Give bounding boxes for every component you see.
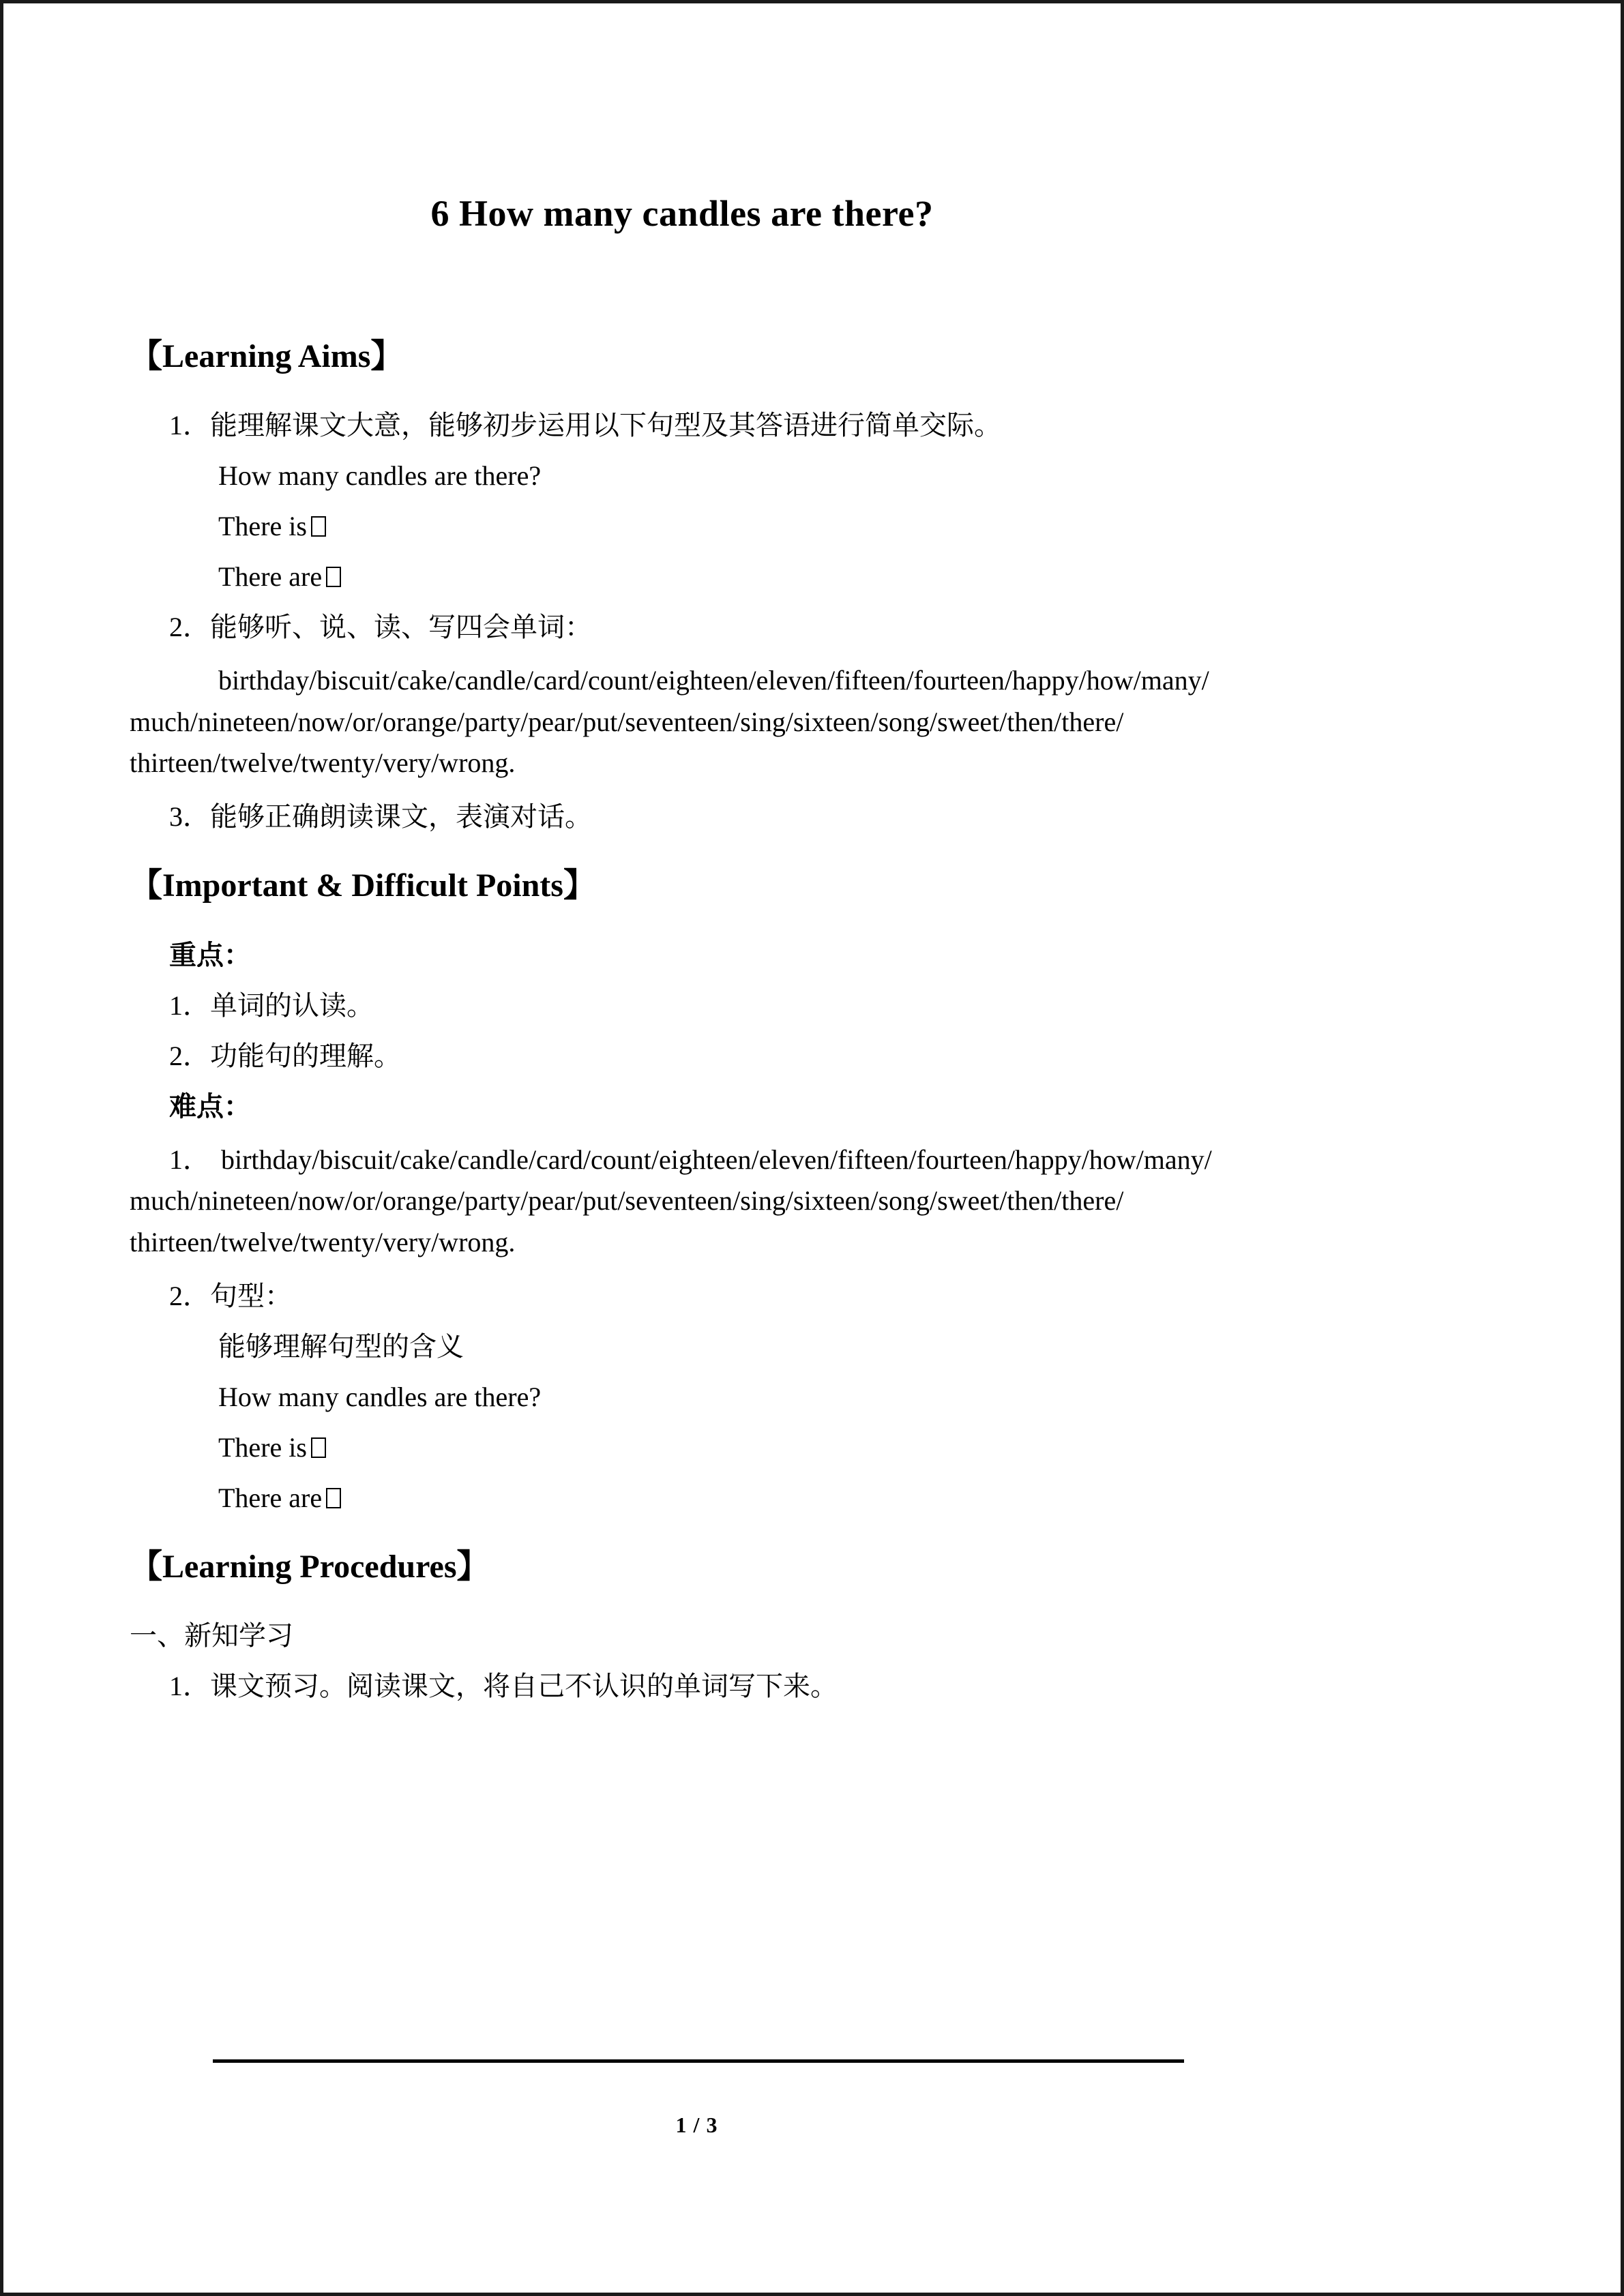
empty-box-icon — [311, 516, 326, 537]
learning-aims-item-2: 2．能够听、说、读、写四会单词： — [169, 611, 592, 642]
spacer — [130, 1264, 1494, 1279]
difficult-point-1-line1: birthday/biscuit/cake/candle/card/count/eighteen/eleven/fifteen/fourteen/happy/how/many/ — [221, 1144, 1212, 1175]
difficult-point-1-line3: thirteen/twelve/twenty/very/wrong. — [130, 1227, 516, 1258]
empty-box-icon — [326, 567, 341, 587]
difficult-pattern-there-is — [130, 1430, 1494, 1465]
difficult-point-1-number: 1． — [169, 1144, 210, 1175]
learning-aims-item-1: 1．能理解课文大意，能够初步运用以下句型及其答语进行简单交际。 — [169, 409, 1001, 441]
spacer — [130, 908, 1494, 938]
learning-aims-wordlist — [130, 660, 1446, 702]
spacer — [130, 1314, 1494, 1329]
difficult-pattern-there-are — [130, 1480, 1494, 1516]
spacer — [130, 237, 1494, 305]
spacer — [130, 1516, 1494, 1546]
spacer — [130, 645, 1494, 660]
key-point-2: 2．功能句的理解。 — [169, 1040, 401, 1071]
section-heading-important-difficult-points: 【Important & Difficult Points】 — [130, 867, 596, 904]
spacer — [130, 305, 1494, 336]
pattern-there-are-text: There are — [218, 1482, 323, 1514]
spacer — [130, 784, 1494, 799]
pattern-there-are-text: There are — [218, 561, 323, 592]
difficult-point-1 — [130, 1139, 1397, 1181]
spacer — [130, 443, 1494, 458]
difficult-points-label: 难点： — [169, 1090, 251, 1122]
spacer — [130, 1588, 1494, 1618]
spacer — [130, 544, 1494, 559]
page-number: 1 / 3 — [675, 2113, 718, 2137]
difficult-point-1-cont — [130, 1180, 1357, 1264]
spacer — [130, 1654, 1494, 1669]
spacer — [130, 1465, 1494, 1480]
learning-aims-wordlist-cont — [130, 702, 1357, 785]
footer-separator — [213, 2059, 1184, 2063]
procedures-part-one: 一、新知学习 — [130, 1620, 293, 1652]
spacer — [130, 1074, 1494, 1089]
procedures-step-1: 1．课文预习。阅读课文，将自己不认识的单词写下来。 — [169, 1671, 838, 1702]
learning-aims-pattern-question: How many candles are there? — [218, 460, 542, 491]
spacer — [130, 835, 1494, 865]
spacer — [130, 973, 1494, 988]
spacer — [130, 1124, 1494, 1139]
sentence-meaning-text: 能够理解句型的含义 — [218, 1331, 464, 1362]
page-title: 6 How many candles are there? — [430, 193, 934, 234]
empty-box-icon — [326, 1488, 341, 1508]
pattern-there-is-text: There is — [218, 1432, 307, 1463]
spacer — [130, 1024, 1494, 1039]
learning-aims-pattern-there-are — [130, 559, 1494, 595]
difficult-point-2: 2．句型： — [169, 1281, 292, 1312]
difficult-point-1-line2: much/nineteen/now/or/orange/party/pear/put/seventeen/sing/sixteen/song/sweet/then/there/ — [130, 1185, 1124, 1217]
pattern-there-is-text: There is — [218, 510, 307, 541]
section-heading-learning-aims: 【Learning Aims】 — [130, 338, 404, 374]
empty-box-icon — [311, 1437, 326, 1458]
wordlist-line: thirteen/twelve/twenty/very/wrong. — [130, 747, 516, 779]
spacer — [130, 494, 1494, 509]
spacer — [130, 378, 1494, 408]
spacer — [130, 595, 1494, 610]
wordlist-line: birthday/biscuit/cake/candle/card/count/eighteen/eleven/fifteen/fourteen/happy/how/many/ — [218, 664, 1209, 696]
spacer — [130, 1365, 1494, 1380]
difficult-pattern-question: How many candles are there? — [218, 1382, 542, 1413]
key-points-label: 重点： — [169, 939, 251, 970]
document-body — [130, 82, 1494, 1704]
learning-aims-pattern-there-is — [130, 509, 1494, 544]
key-point-1: 1．单词的认读。 — [169, 989, 374, 1021]
section-heading-learning-procedures: 【Learning Procedures】 — [130, 1549, 490, 1585]
learning-aims-item-3: 3．能够正确朗读课文，表演对话。 — [169, 801, 592, 833]
spacer — [130, 1415, 1494, 1430]
wordlist-line: much/nineteen/now/or/orange/party/pear/put/seventeen/sing/sixteen/song/sweet/then/there/ — [130, 706, 1124, 737]
